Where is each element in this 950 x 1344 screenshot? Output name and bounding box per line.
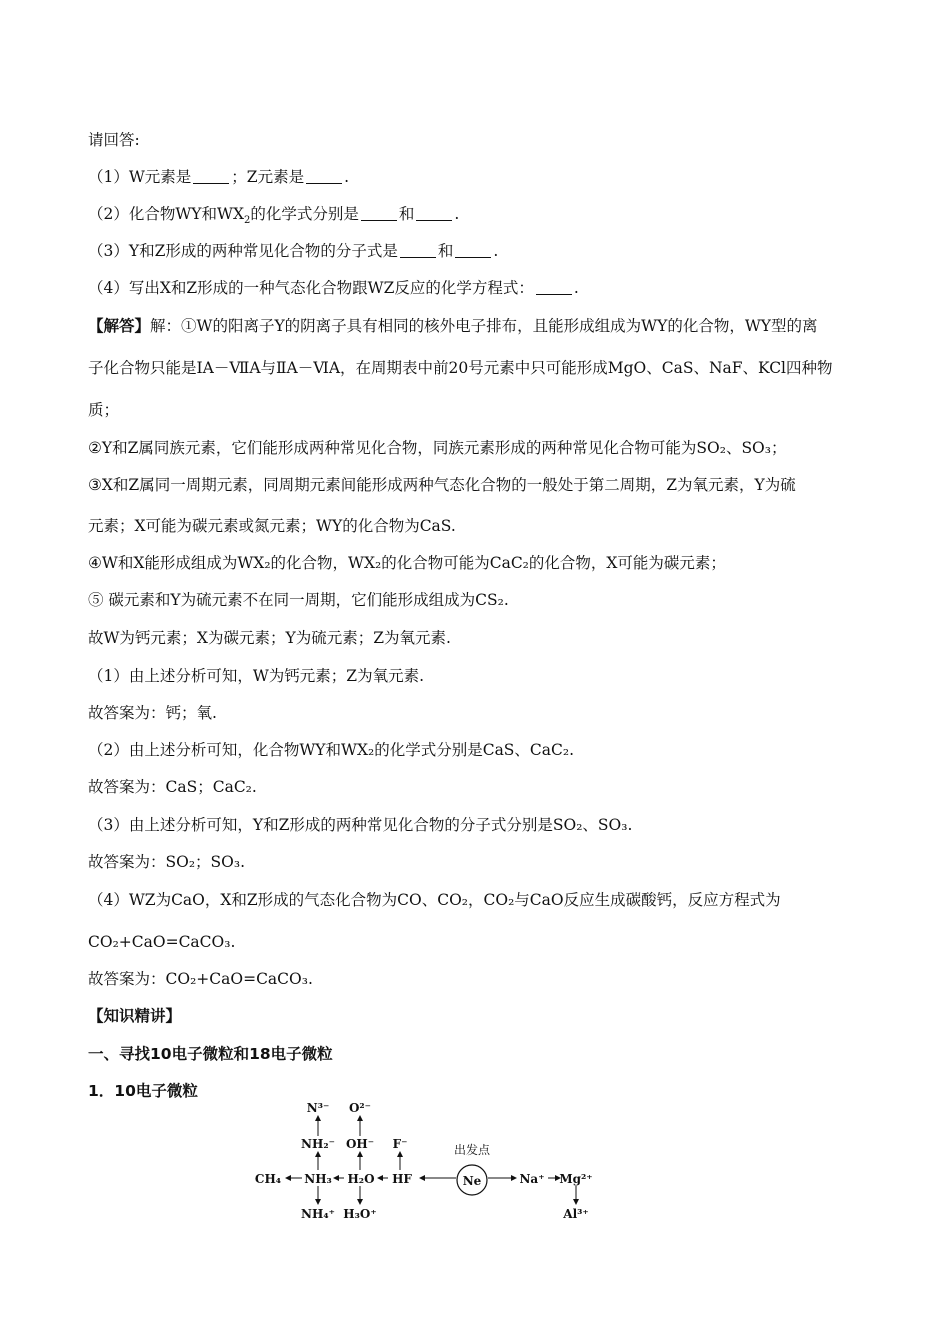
answer-paragraph-4: ④W和X能形成组成为WX₂的化合物，WX₂的化合物可能为CaC₂的化合物，X可能为碳元素；: [88, 554, 726, 572]
q2-blank-1: [361, 206, 397, 221]
answer-3: （3）由上述分析可知，Y和Z形成的两种常见化合物的分子式分别是SO₂、SO₃.: [88, 816, 633, 834]
knowledge-heading: 【知识精讲】: [88, 1007, 182, 1025]
question-prompt: 请回答:: [88, 131, 140, 149]
q4-text-a: （4）写出X和Z形成的一种气态化合物跟WZ反应的化学方程式：: [88, 279, 534, 297]
question-2: [88, 204, 864, 231]
answer-4-result: 故答案为：CO₂+CaO=CaCO₃.: [88, 970, 313, 988]
species-nh2: NH₂⁻: [301, 1137, 335, 1151]
q3-text-a: （3）Y和Z形成的两种常见化合物的分子式是: [88, 242, 398, 260]
species-h3o: H₃O⁺: [343, 1207, 377, 1221]
q1-blank-2: [306, 169, 342, 184]
q2-blank-2: [416, 206, 452, 221]
species-f: F⁻: [392, 1137, 408, 1151]
answer-paragraph-1a: [88, 316, 864, 336]
answer-label: 【解答】: [88, 317, 151, 335]
answer-p1-a: 解：①W的阳离子Y的阴离子具有相同的核外电子排布，且能形成组成为WY的化合物，WY型的离: [150, 317, 818, 335]
q3-text-b: 和: [437, 242, 454, 260]
q4-text-b: .: [573, 279, 579, 297]
species-na: Na⁺: [519, 1172, 545, 1186]
diagram-svg: [250, 1098, 630, 1228]
answer-4a: （4）WZ为CaO，X和Z形成的气态化合物为CO、CO₂，CO₂与CaO反应生成碳酸钙，反应方程式为: [88, 891, 781, 909]
species-h2o: H₂O: [347, 1172, 375, 1186]
answer-3-result: 故答案为：SO₂；SO₃.: [88, 853, 246, 871]
answer-2: （2）由上述分析可知，化合物WY和WX₂的化学式分别是CaS、CaC₂.: [88, 741, 575, 759]
answer-paragraph-2: ②Y和Z属同族元素，它们能形成两种常见化合物，同族元素形成的两种常见化合物可能为SO₂、SO₃；: [88, 439, 787, 457]
q2-text-d: .: [454, 205, 460, 223]
q2-text-a: （2）化合物WY和WX: [88, 205, 244, 223]
species-mg: Mg²⁺: [559, 1172, 593, 1186]
question-1: [88, 167, 864, 187]
q2-subscript: 2: [244, 215, 251, 227]
answer-paragraph-1c: 质；: [88, 401, 120, 419]
species-nh3: NH₃: [304, 1172, 332, 1186]
q1-blank-1: [193, 169, 229, 184]
section-heading: 一、寻找10电子微粒和18电子微粒: [88, 1045, 333, 1063]
species-n3: N³⁻: [306, 1101, 330, 1115]
q1-text-c: .: [344, 168, 350, 186]
q3-text-c: .: [493, 242, 499, 260]
q2-text-b: 的化学式分别是: [250, 205, 359, 223]
species-al: Al³⁺: [563, 1207, 589, 1221]
answer-paragraph-5: ⑤ 碳元素和Y为硫元素不在同一周期，它们能形成组成为CS₂.: [88, 591, 509, 609]
q2-text-c: 和: [398, 205, 415, 223]
question-3: [88, 241, 864, 261]
species-oh: OH⁻: [345, 1137, 375, 1151]
species-o2: O²⁻: [348, 1101, 372, 1115]
answer-1-result: 故答案为：钙；氧.: [88, 704, 217, 722]
answer-paragraph-6: 故W为钙元素；X为碳元素；Y为硫元素；Z为氧元素.: [88, 629, 451, 647]
answer-paragraph-1b: 子化合物只能是ⅠA－ⅦA与ⅡA－ⅥA，在周期表中前20号元素中只可能形成MgO、CaS、NaF、KCl四种物: [88, 359, 833, 377]
answer-2-result: 故答案为：CaS；CaC₂.: [88, 778, 257, 796]
species-ne: Ne: [462, 1174, 482, 1188]
question-4: [88, 278, 864, 298]
answer-paragraph-3a: ③X和Z属同一周期元素，同周期元素间能形成两种气态化合物的一般处于第二周期，Z为氧元素，Y为硫: [88, 476, 796, 494]
q3-blank-2: [455, 243, 491, 258]
answer-1: （1）由上述分析可知，W为钙元素；Z为氧元素.: [88, 667, 424, 685]
q4-blank: [536, 280, 572, 295]
answer-4b: CO₂+CaO=CaCO₃.: [88, 933, 236, 951]
q1-text-a: （1）W元素是: [88, 168, 192, 186]
q1-text-b: ；Z元素是: [231, 168, 305, 186]
species-hf: HF: [392, 1172, 412, 1186]
species-ch4: CH₄: [254, 1172, 282, 1186]
species-nh4: NH₄⁺: [301, 1207, 335, 1221]
subsection-heading: 1．10电子微粒: [88, 1082, 198, 1100]
start-label: 出发点: [453, 1143, 491, 1157]
ten-electron-diagram: [250, 1098, 630, 1228]
q3-blank-1: [400, 243, 436, 258]
answer-paragraph-3b: 元素；X可能为碳元素或氮元素；WY的化合物为CaS.: [88, 517, 456, 535]
